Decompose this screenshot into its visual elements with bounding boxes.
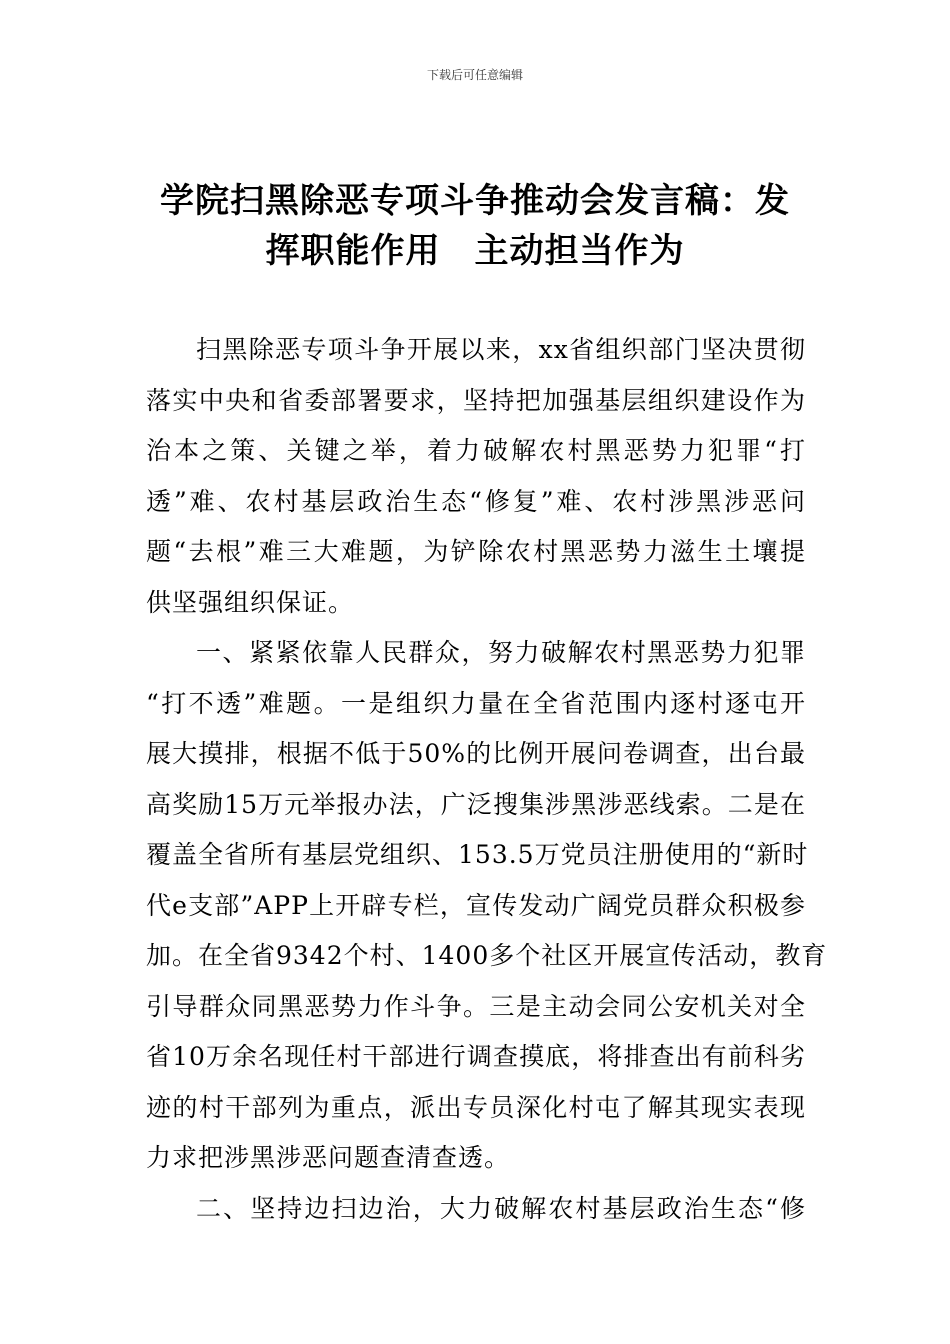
text-line: 迹的村干部列为重点，派出专员深化村屯了解其现实表现 bbox=[146, 1092, 806, 1122]
text-line: 一、紧紧依靠人民群众，努力破解农村黑恶势力犯罪 bbox=[196, 638, 806, 667]
text-line: “打不透”难题。一是组织力量在全省范围内逐村逐屯开 bbox=[146, 688, 806, 718]
title-line-1: 学院扫黑除恶专项斗争推动会发言稿：发 bbox=[160, 181, 790, 221]
text-line: 落实中央和省委部署要求，坚持把加强基层组织建设作为 bbox=[146, 385, 806, 415]
text-line: 代e支部”APP上开辟专栏，宣传发动广阔党员群众积极参 bbox=[146, 890, 806, 920]
text-line: 覆盖全省所有基层党组织、153.5万党员注册使用的“新时 bbox=[146, 840, 809, 869]
text-line: 题“去根”难三大难题，为铲除农村黑恶势力滋生土壤提 bbox=[146, 537, 806, 566]
text-line: 展大摸排，根据不低于50%的比例开展问卷调查，出台最 bbox=[146, 739, 806, 768]
text-line: 引导群众同黑恶势力作斗争。三是主动会同公安机关对全 bbox=[146, 991, 806, 1021]
text-line: 扫黑除恶专项斗争开展以来，xx省组织部门坚决贯彻 bbox=[196, 335, 806, 364]
paragraph-intro bbox=[146, 325, 806, 628]
text-line: 力求把涉黑涉恶问题查清查透。 bbox=[146, 1143, 511, 1172]
document-title bbox=[130, 176, 820, 276]
paragraph-section-2 bbox=[146, 1184, 806, 1235]
header-note: 下载后可任意编辑 bbox=[426, 68, 523, 82]
title-line-2 bbox=[130, 226, 820, 276]
text-line: 治本之策、关键之举，着力破解农村黑恶势力犯罪“打 bbox=[146, 436, 806, 465]
title-line-2b: 主动担当作为 bbox=[474, 231, 685, 271]
title-line-2a: 挥职能作用 bbox=[265, 231, 441, 271]
text-line: 高奖励15万元举报办法，广泛搜集涉黑涉恶线索。二是在 bbox=[146, 789, 806, 819]
document-body bbox=[146, 325, 828, 1234]
paragraph-section-1 bbox=[146, 628, 828, 1184]
text-line: 省10万余名现任村干部进行调查摸底，将排查出有前科劣 bbox=[146, 1042, 806, 1071]
text-line: 加。在全省9342个村、1400多个社区开展宣传活动，教育 bbox=[146, 941, 828, 970]
text-line: 供坚强组织保证。 bbox=[146, 587, 355, 617]
text-line: 二、坚持边扫边治，大力破解农村基层政治生态“修 bbox=[196, 1193, 806, 1223]
text-line: 透”难、农村基层政治生态“修复”难、农村涉黑涉恶问 bbox=[146, 486, 806, 516]
